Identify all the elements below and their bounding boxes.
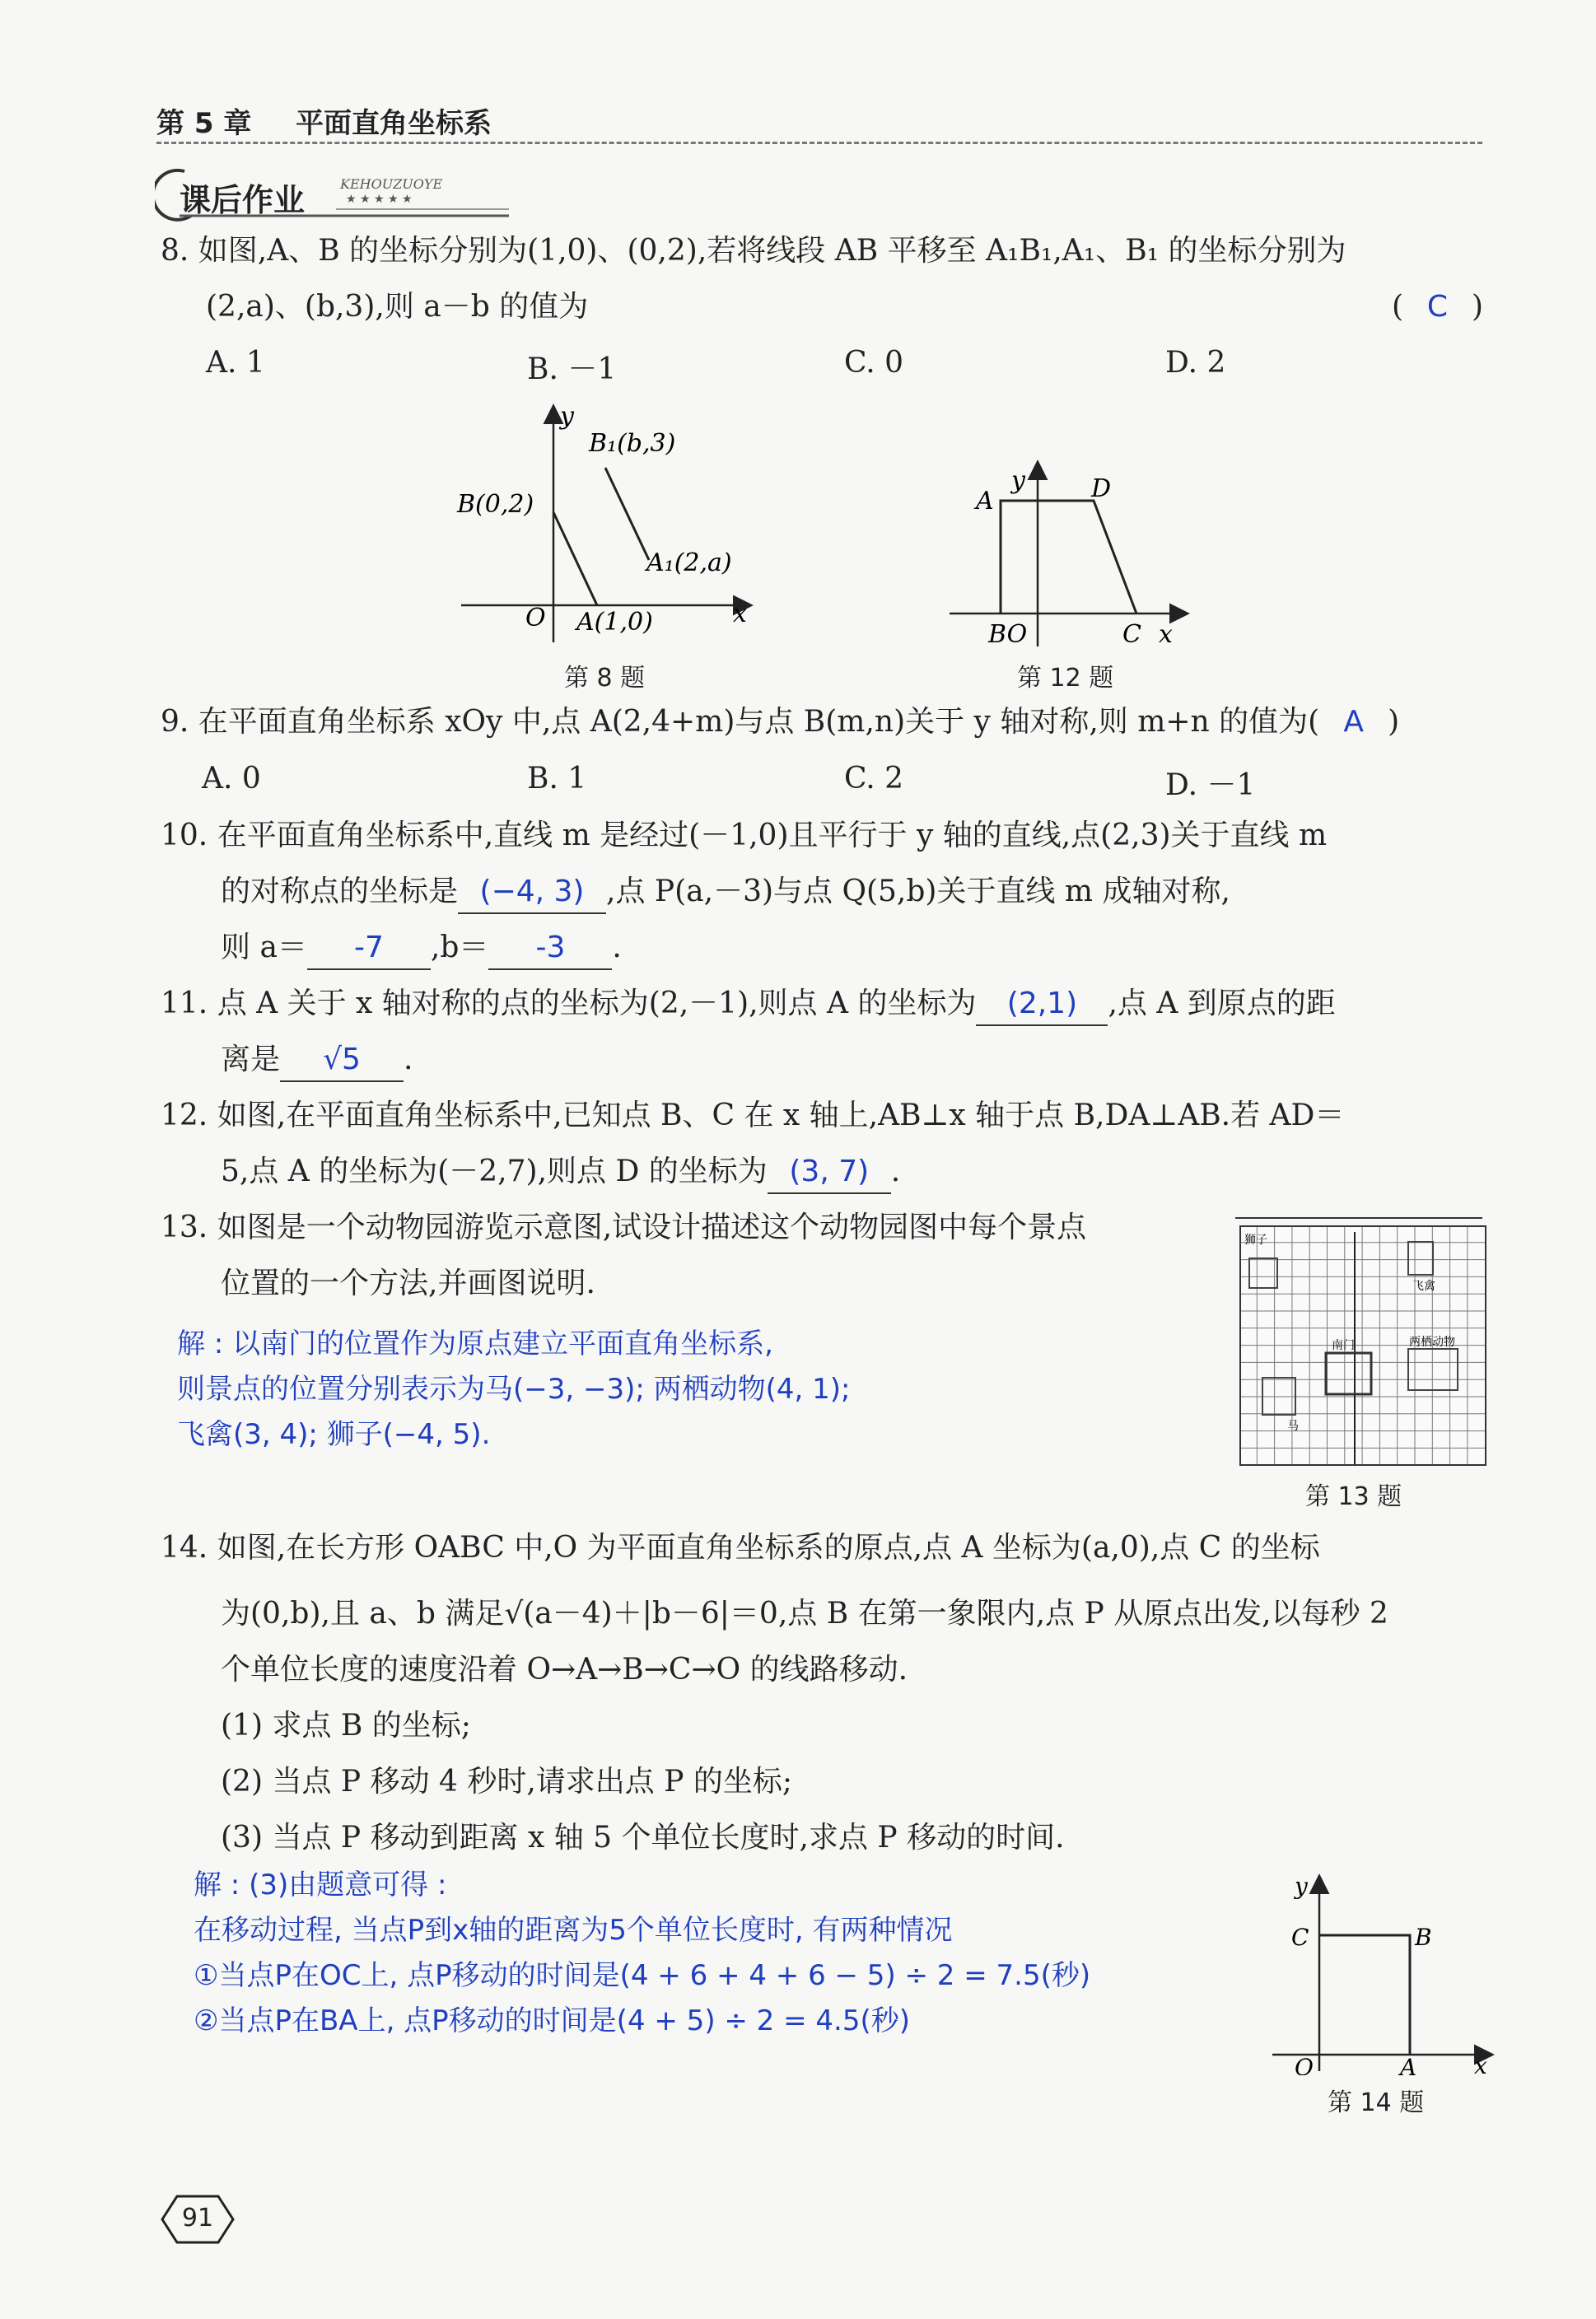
q8-line1: 8. 如图,A、B 的坐标分别为(1,0)、(0,2),若将线段 AB 平移至 A₁B₁,A₁、B₁ 的坐标分别为: [161, 234, 1346, 268]
fig14-label-c: C: [1291, 1924, 1309, 1951]
q14-line1: 14. 如图,在长方形 OABC 中,O 为平面直角坐标系的原点,点 A 坐标为(a,0),点 C 的坐标: [161, 1531, 1320, 1565]
q13-line1: 13. 如图是一个动物园游览示意图,试设计描述这个动物园图中每个景点: [161, 1211, 1087, 1244]
fig14-label-y: y: [1295, 1873, 1308, 1900]
q9-stem: 9. 在平面直角坐标系 xOy 中,点 A(2,4+m)与点 B(m,n)关于 y 轴对称,则 m+n 的值为: [161, 705, 1309, 739]
q8-option-d: D. 2: [1165, 346, 1226, 380]
badge-stars: ★ ★ ★ ★ ★: [346, 193, 413, 206]
q14-solution: [194, 1863, 1090, 2044]
section-badge: [155, 165, 517, 231]
q9-line1: 9. 在平面直角坐标系 xOy 中,点 A(2,4+m)与点 B(m,n)关于 y 轴对称,则 m+n 的值为( A ): [161, 702, 1399, 743]
zoo-label-lion: 狮子: [1244, 1234, 1267, 1247]
zoo-label-horse: 马: [1287, 1420, 1299, 1433]
fig12-label-a: A: [976, 487, 994, 516]
q9-option-a: A. 0: [202, 762, 261, 796]
q14-sol-line1: 解 : (3)由题意可得 :: [194, 1869, 447, 1901]
fig12-trapezoid: [1001, 501, 1136, 614]
q12-line1: 12. 如图,在平面直角坐标系中,已知点 B、C 在 x 轴上,AB⊥x 轴于点 B,DA⊥AB.若 AD＝: [161, 1099, 1345, 1132]
fig8-label-a: A(1,0): [576, 608, 653, 637]
fig14-rectangle: [1319, 1935, 1410, 2055]
q14-line2: 为(0,b),且 a、b 满足√(a－4)＋|b－6|＝0,点 B 在第一象限内,点 P 从原点出发,以每秒 2: [221, 1597, 1388, 1631]
zoo-map: [1239, 1225, 1486, 1466]
q9-option-c: C. 2: [844, 762, 904, 796]
zoo-label-bird: 飞禽: [1412, 1280, 1435, 1293]
q10-line3-c: .: [612, 931, 622, 964]
q14-sol-line4: ②当点P在BA上, 点P移动的时间是(4 + 5) ÷ 2 = 4.5(秒): [194, 2004, 911, 2037]
chapter-number: 第 5 章: [156, 107, 252, 140]
q12-line2: [221, 1151, 900, 1194]
q10-line2-pre: 的对称点的坐标是: [221, 875, 459, 908]
q14-sub1: (1) 求点 B 的坐标;: [221, 1709, 471, 1743]
fig8-label-b1: B₁(b,3): [589, 429, 676, 458]
q10-answer2: -7: [307, 927, 431, 970]
page-number-badge: [161, 2195, 235, 2244]
q8-stem: (2,a)、(b,3),则 a－b 的值为: [206, 290, 589, 324]
q10-line3-a: 则 a＝: [221, 931, 307, 964]
page-number: 91: [181, 2204, 214, 2233]
badge-subtitle: KEHOUZUOYE: [340, 176, 443, 192]
q10-answer3: -3: [488, 927, 612, 970]
fig8-segment-a1b1: [605, 468, 649, 560]
q13-sol-line2: 则景点的位置分别表示为马(−3, −3); 两栖动物(4, 1);: [177, 1373, 851, 1406]
zoo-label-amphibian: 两栖动物: [1409, 1336, 1455, 1349]
q14-sub3: (3) 当点 P 移动到距离 x 轴 5 个单位长度时,求点 P 移动的时间.: [221, 1821, 1065, 1855]
fig8-segment-ab: [553, 512, 597, 605]
q13-solution: [177, 1322, 851, 1458]
fig14-label-x: x: [1474, 2052, 1487, 2075]
fig14-label-b: B: [1415, 1924, 1432, 1951]
fig14-label-a: A: [1400, 2054, 1417, 2075]
fig14-label-o: O: [1295, 2054, 1314, 2075]
fig8-label-a1: A₁(2,a): [646, 548, 732, 577]
q14-sub2: (2) 当点 P 移动 4 秒时,请求出点 P 的坐标;: [221, 1765, 793, 1799]
q11-line2: [221, 1039, 413, 1082]
q8-answer: C: [1426, 290, 1449, 324]
q11-line2-pre: 离是: [221, 1043, 281, 1076]
fig12-label-d: D: [1091, 474, 1112, 503]
q8-answer-bracket: ( C ): [1392, 287, 1483, 328]
header-divider: [156, 142, 1482, 144]
q13-line2: 位置的一个方法,并画图说明.: [221, 1267, 595, 1300]
figure-8: [453, 395, 766, 651]
q10-line2-post: ,点 P(a,－3)与点 Q(5,b)关于直线 m 成轴对称,: [606, 875, 1230, 908]
q13-sol-line3: 飞禽(3, 4); 狮子(−4, 5).: [177, 1418, 491, 1451]
q9-answer: A: [1343, 705, 1364, 739]
q8-option-c: C. 0: [844, 346, 904, 380]
fig12-caption: 第 12 题: [1017, 664, 1114, 693]
q11-answer2: √5: [280, 1039, 404, 1082]
fig14-caption: 第 14 题: [1328, 2088, 1425, 2117]
q9-option-b: B. 1: [527, 762, 587, 796]
q8-option-b: B. －1: [527, 352, 617, 386]
fig12-label-bo: BO: [988, 620, 1028, 649]
q11-line1: [161, 983, 1336, 1026]
fig8-label-x: x: [733, 600, 747, 628]
q8-line2: [206, 287, 588, 328]
q11-line1-post: ,点 A 到原点的距: [1108, 987, 1336, 1020]
figure-14: [1260, 1869, 1499, 2075]
q10-line3-b: ,b＝: [430, 931, 489, 964]
q13-sol-line1: 解 : 以南门的位置作为原点建立平面直角坐标系,: [177, 1327, 773, 1360]
fig12-label-c: C: [1122, 620, 1141, 649]
q11-line2-post: .: [404, 1043, 413, 1076]
q10-answer1: (−4, 3): [458, 871, 606, 914]
q10-line2: [221, 871, 1230, 914]
zoo-label-gate: 南门: [1332, 1339, 1355, 1352]
q14-sol-line2: 在移动过程, 当点P到x轴的距离为5个单位长度时, 有两种情况: [194, 1914, 953, 1947]
q9-option-d: D. －1: [1165, 768, 1256, 802]
badge-title: 课后作业: [180, 182, 306, 218]
chapter-header: [156, 100, 492, 141]
chapter-title: 平面直角坐标系: [296, 107, 492, 140]
fig13-caption: 第 13 题: [1305, 1482, 1402, 1511]
fig8-label-b: B(0,2): [457, 490, 534, 519]
q8-option-a: A. 1: [206, 346, 265, 380]
fig8-caption: 第 8 题: [564, 664, 646, 693]
q13-rule: [1235, 1217, 1482, 1219]
q12-answer: (3, 7): [768, 1151, 891, 1194]
fig8-label-o: O: [525, 604, 546, 632]
q12-line2-post: .: [890, 1155, 901, 1188]
q10-line1: 10. 在平面直角坐标系中,直线 m 是经过(－1,0)且平行于 y 轴的直线,点(2,3)关于直线 m: [161, 819, 1328, 852]
fig8-label-y: y: [560, 402, 574, 431]
q11-line1-pre: 11. 点 A 关于 x 轴对称的点的坐标为(2,－1),则点 A 的坐标为: [161, 987, 977, 1020]
figure-12: [943, 457, 1198, 655]
q10-line3: [221, 927, 622, 970]
q12-line2-pre: 5,点 A 的坐标为(－2,7),则点 D 的坐标为: [221, 1155, 768, 1188]
fig12-label-y: y: [1011, 466, 1025, 495]
fig12-label-x: x: [1159, 620, 1173, 649]
q14-line3: 个单位长度的速度沿着 O→A→B→C→O 的线路移动.: [221, 1653, 908, 1687]
q11-answer1: (2,1): [976, 983, 1108, 1026]
q14-sol-line3: ①当点P在OC上, 点P移动的时间是(4 + 6 + 4 + 6 − 5) ÷ 2 = 7.5(秒): [194, 1959, 1091, 1992]
